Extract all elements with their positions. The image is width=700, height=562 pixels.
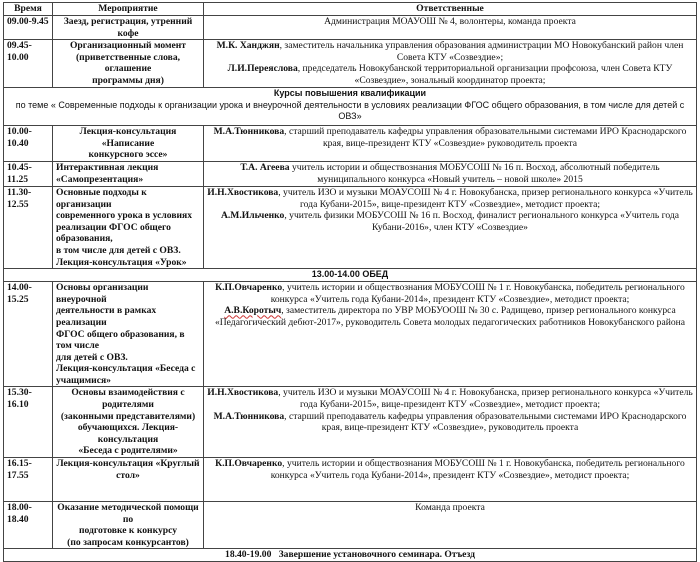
closing-row bbox=[4, 549, 697, 562]
event-line: Основы организации внеурочной bbox=[56, 282, 149, 305]
event-line: (приветственные слова, оглашение bbox=[75, 51, 181, 75]
person-name: Т.А. Агеева bbox=[240, 161, 290, 173]
person-description: Команда проекта bbox=[415, 502, 485, 514]
schedule-row bbox=[4, 502, 697, 549]
header-responsible: Ответственные bbox=[204, 3, 697, 16]
responsible-person bbox=[207, 210, 693, 233]
event-line: Лекция-консультация «Урок» bbox=[56, 256, 187, 268]
person-description: учитель истории и обществознания МОБУСОШ № 16 п. Восход, абсолютный победитель муниципального конкурса «Новый учитель – новой школе» 2015 bbox=[289, 161, 660, 185]
event-line: Оказание методической помощи по bbox=[57, 502, 199, 525]
schedule-row bbox=[4, 186, 697, 268]
event-line: реализации ФГОС общего образования, bbox=[56, 221, 171, 245]
responsible-person bbox=[207, 63, 693, 86]
event-cell bbox=[53, 161, 204, 186]
time-cell: 09.00-9.45 bbox=[4, 16, 53, 40]
course-title: Курсы повышения квалификации bbox=[273, 88, 427, 99]
person-description: , старший преподаватель кафедры управления образовательными системами ИРО Краснодарского края, вице-президент КТУ «Созвездие», руководитель проекта bbox=[284, 410, 687, 434]
schedule-row bbox=[4, 458, 697, 502]
lunch-cell bbox=[4, 269, 697, 282]
person-description: , учитель истории и обществознания МОБУСОШ № 1 г. Новокубанска, победитель регионального конкурса «Учитель года Кубани-2014», президент КТУ «Созвездие», методист проекта; bbox=[270, 282, 685, 305]
course-cell bbox=[4, 88, 697, 126]
responsible-person bbox=[207, 16, 693, 28]
closing-text: 18.40-19.00 Завершение установочного семинара. Отъезд bbox=[225, 549, 475, 561]
event-line: обучающихся. Лекция-консультация bbox=[77, 422, 179, 445]
event-line: Заезд, регистрация, утренний кофе bbox=[63, 16, 193, 39]
responsible-person bbox=[207, 187, 693, 210]
schedule-row bbox=[4, 126, 697, 162]
event-cell bbox=[53, 186, 204, 268]
time-cell: 15.30-16.10 bbox=[4, 387, 53, 458]
time-cell: 09.45-10.00 bbox=[4, 40, 53, 88]
closing-cell bbox=[4, 549, 697, 562]
event-line: Интерактивная лекция bbox=[56, 161, 159, 173]
person-description: , учитель истории и обществознания МОБУСОШ № 1 г. Новокубанска, победитель регионального конкурса «Учитель года Кубани-2014», президент КТУ «Созвездие», методист проекта; bbox=[270, 458, 685, 481]
responsible-person bbox=[207, 305, 693, 328]
responsible-cell bbox=[204, 387, 697, 458]
event-line: в том числе для детей с ОВЗ. bbox=[56, 244, 181, 256]
responsible-person bbox=[207, 458, 693, 481]
time-cell: 10.00-10.40 bbox=[4, 126, 53, 162]
event-line: ФГОС общего образования, в том числе bbox=[56, 328, 185, 352]
event-cell bbox=[53, 282, 204, 387]
person-name: К.П.Овчаренко bbox=[215, 282, 283, 294]
event-line: (по запросам конкурсантов) bbox=[67, 536, 189, 548]
event-line: (законными представителями) bbox=[60, 410, 196, 422]
event-line: для детей с ОВЗ. bbox=[56, 351, 128, 363]
schedule-row bbox=[4, 40, 697, 88]
event-cell bbox=[53, 126, 204, 162]
person-description: , заместитель директора по УВР МОБУООШ № 30 с. Радищево, призер регионального конкурса «Педагогический дебют-2017», руководитель Совета молодых педагогических работников Новокубанского района bbox=[214, 305, 686, 328]
event-line: конкурсного эссе» bbox=[88, 149, 168, 161]
event-line: учащимися» bbox=[56, 374, 111, 386]
event-line: деятельности в рамках реализации bbox=[56, 305, 157, 328]
event-line: «Беседа с родителями» bbox=[78, 445, 178, 457]
lunch-row bbox=[4, 269, 697, 282]
person-name: И.Н.Хвостикова bbox=[207, 387, 279, 399]
person-name: Л.И.Переяслова bbox=[227, 63, 298, 75]
responsible-cell bbox=[204, 282, 697, 387]
responsible-person bbox=[207, 282, 693, 305]
header-time: Время bbox=[4, 3, 53, 16]
schedule-row bbox=[4, 282, 697, 387]
event-line: современного урока в условиях bbox=[56, 210, 193, 222]
person-description: , заместитель начальника управления образования администрации МО Новокубанский район член Совета КТУ «Созвездие»; bbox=[279, 40, 684, 63]
person-name: А.В.Коротыч bbox=[224, 305, 282, 317]
event-cell bbox=[53, 16, 204, 40]
person-name: М.К. Ханджян bbox=[216, 40, 280, 52]
person-name: М.А.Тюнникова bbox=[213, 410, 285, 422]
event-line: Основные подходы к организации bbox=[56, 186, 147, 210]
responsible-person bbox=[207, 126, 693, 149]
person-description: , председатель Новокубанской территориальной организации профсоюза, член Совета КТУ «Созвездие», зональный координатор проекта; bbox=[297, 63, 673, 86]
responsible-cell bbox=[204, 458, 697, 502]
event-line: Лекция-консультация «Круглый стол» bbox=[56, 458, 200, 481]
event-cell bbox=[53, 502, 204, 549]
person-name: А.М.Ильченко bbox=[220, 210, 285, 222]
event-line: Организационный момент bbox=[69, 40, 187, 52]
responsible-cell bbox=[204, 186, 697, 268]
time-cell: 11.30-12.55 bbox=[4, 186, 53, 268]
responsible-person bbox=[207, 411, 693, 434]
responsible-cell bbox=[204, 16, 697, 40]
event-cell bbox=[53, 40, 204, 88]
header-row bbox=[4, 3, 697, 16]
responsible-person bbox=[207, 387, 693, 410]
event-cell bbox=[53, 458, 204, 502]
event-line: программы дня) bbox=[92, 74, 164, 86]
event-line: «Самопрезентация» bbox=[56, 173, 144, 185]
person-description: Администрация МОАУОШ № 4, волонтеры, команда проекта bbox=[324, 16, 576, 27]
responsible-cell bbox=[204, 126, 697, 162]
schedule-row bbox=[4, 387, 697, 458]
person-name: К.П.Овчаренко bbox=[215, 458, 283, 470]
time-cell: 16.15-17.55 bbox=[4, 458, 53, 502]
event-line: Лекция-консультация «Написание bbox=[79, 126, 177, 149]
responsible-cell bbox=[204, 502, 697, 549]
person-description: , старший преподаватель кафедры управления образовательными системами ИРО Краснодарского края, вице-президент КТУ «Созвездие» руководитель проекта bbox=[284, 126, 687, 149]
time-cell: 18.00-18.40 bbox=[4, 502, 53, 549]
course-topic: по теме « Современные подходы к организации урока и внеурочной деятельности в условиях реализации ФГОС общего образования, в том числе для детей с ОВЗ» bbox=[15, 99, 685, 122]
schedule-table bbox=[3, 2, 697, 562]
event-line: подготовке к конкурсу bbox=[78, 525, 178, 537]
event-line: Лекция-консультация «Беседа с bbox=[56, 363, 196, 375]
person-description: , учитель ИЗО и музыки МОАУСОШ № 4 г. Новокубанска, призер регионального конкурса «Учитель года Кубани-2015», вице-президент КТУ «Созвездие», методист проекта; bbox=[278, 186, 693, 210]
lunch-text: 13.00-14.00 ОБЕД bbox=[311, 269, 389, 280]
person-description: , учитель ИЗО и музыки МОАУСОШ № 4 г. Новокубанска, призер регионального конкурса «Учитель года Кубани-2015», вице-президент КТУ «Созвездие», методист проекта; bbox=[278, 387, 693, 411]
person-name: И.Н.Хвостикова bbox=[207, 186, 279, 198]
person-name: М.А.Тюнникова bbox=[213, 126, 285, 138]
responsible-person bbox=[207, 40, 693, 63]
event-cell bbox=[53, 387, 204, 458]
schedule-row bbox=[4, 16, 697, 40]
event-line: Основы взаимодействия с родителями bbox=[71, 387, 185, 411]
time-cell: 10.45-11.25 bbox=[4, 161, 53, 186]
schedule-row bbox=[4, 161, 697, 186]
responsible-person bbox=[207, 162, 693, 185]
person-description: , учитель физики МОБУСОШ № 16 п. Восход, финалист регионального конкурса «Учитель года Кубани-2016», член КТУ «Созвездие» bbox=[284, 210, 680, 233]
responsible-person bbox=[207, 502, 693, 514]
time-cell: 14.00-15.25 bbox=[4, 282, 53, 387]
responsible-cell bbox=[204, 40, 697, 88]
course-row bbox=[4, 88, 697, 126]
header-event: Мероприятие bbox=[53, 3, 204, 16]
responsible-cell bbox=[204, 161, 697, 186]
